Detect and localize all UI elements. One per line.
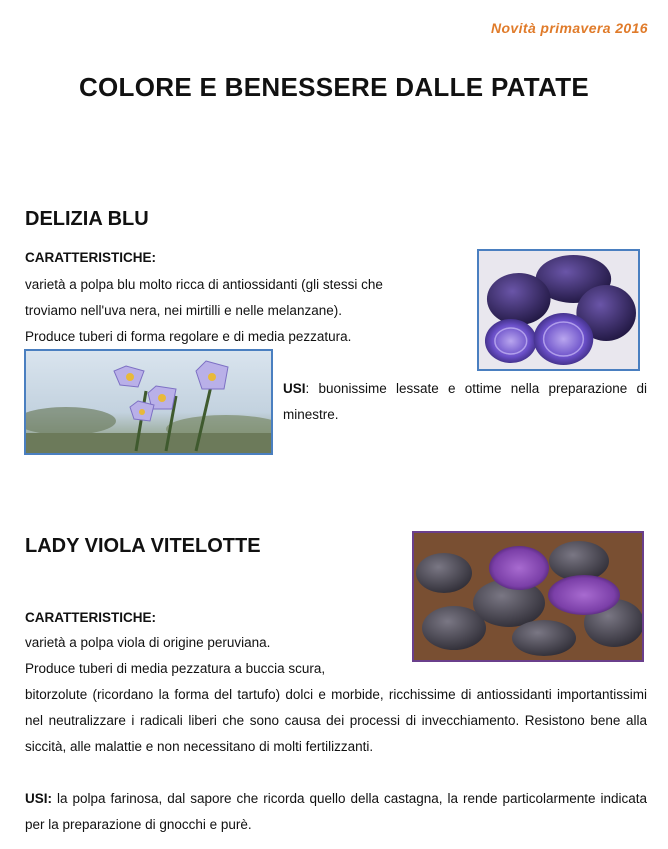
characteristics-label: CARATTERISTICHE: <box>25 610 156 625</box>
section2-desc-line2: Produce tuberi di media pezzatura a buccia scura, <box>25 661 326 676</box>
section-heading-lady-viola-vitelotte: LADY VIOLA VITELOTTE <box>25 535 261 557</box>
section1-desc-line2: troviamo nell'uva nera, nei mirtilli e nelle melanzane). <box>25 303 342 318</box>
section1-desc-line1: varietà a polpa blu molto ricca di antiossidanti (gli stessi che <box>25 277 383 292</box>
page-title: COLORE E BENESSERE DALLE PATATE <box>78 72 590 102</box>
uses-text: : buonissime lessate e ottime nella preparazione di minestre. <box>283 381 647 422</box>
section1-desc-line3: Produce tuberi di forma regolare e di media pezzatura. <box>25 329 352 344</box>
section1-uses <box>283 376 647 428</box>
section2-desc-body: bitorzolute (ricordano la forma del tartufo) dolci e morbide, ricchissime di antiossidanti importantissimi nel neutralizzare i radicali liberi che sono causa dei processi di invecchiamento. Resistono bene alla siccità, alle malattie e non necessitano di molti fertilizzanti. <box>25 687 647 754</box>
purple-potatoes-photo <box>412 531 644 662</box>
characteristics-label: CARATTERISTICHE: <box>25 250 156 265</box>
section-heading-delizia-blu: DELIZIA BLU <box>25 208 149 230</box>
potato-flowers-photo <box>24 349 273 455</box>
uses-label: USI: <box>25 791 52 806</box>
uses-text: la polpa farinosa, dal sapore che ricorda quello della castagna, la rende particolarmente indicata per la preparazione di gnocchi e purè. <box>25 791 647 832</box>
uses-label: USI <box>283 381 306 396</box>
season-tag: Novità primavera 2016 <box>490 20 648 36</box>
section2-uses <box>25 786 647 838</box>
section2-desc-line1: varietà a polpa viola di origine peruviana. <box>25 635 271 650</box>
blue-potatoes-photo <box>477 249 640 371</box>
